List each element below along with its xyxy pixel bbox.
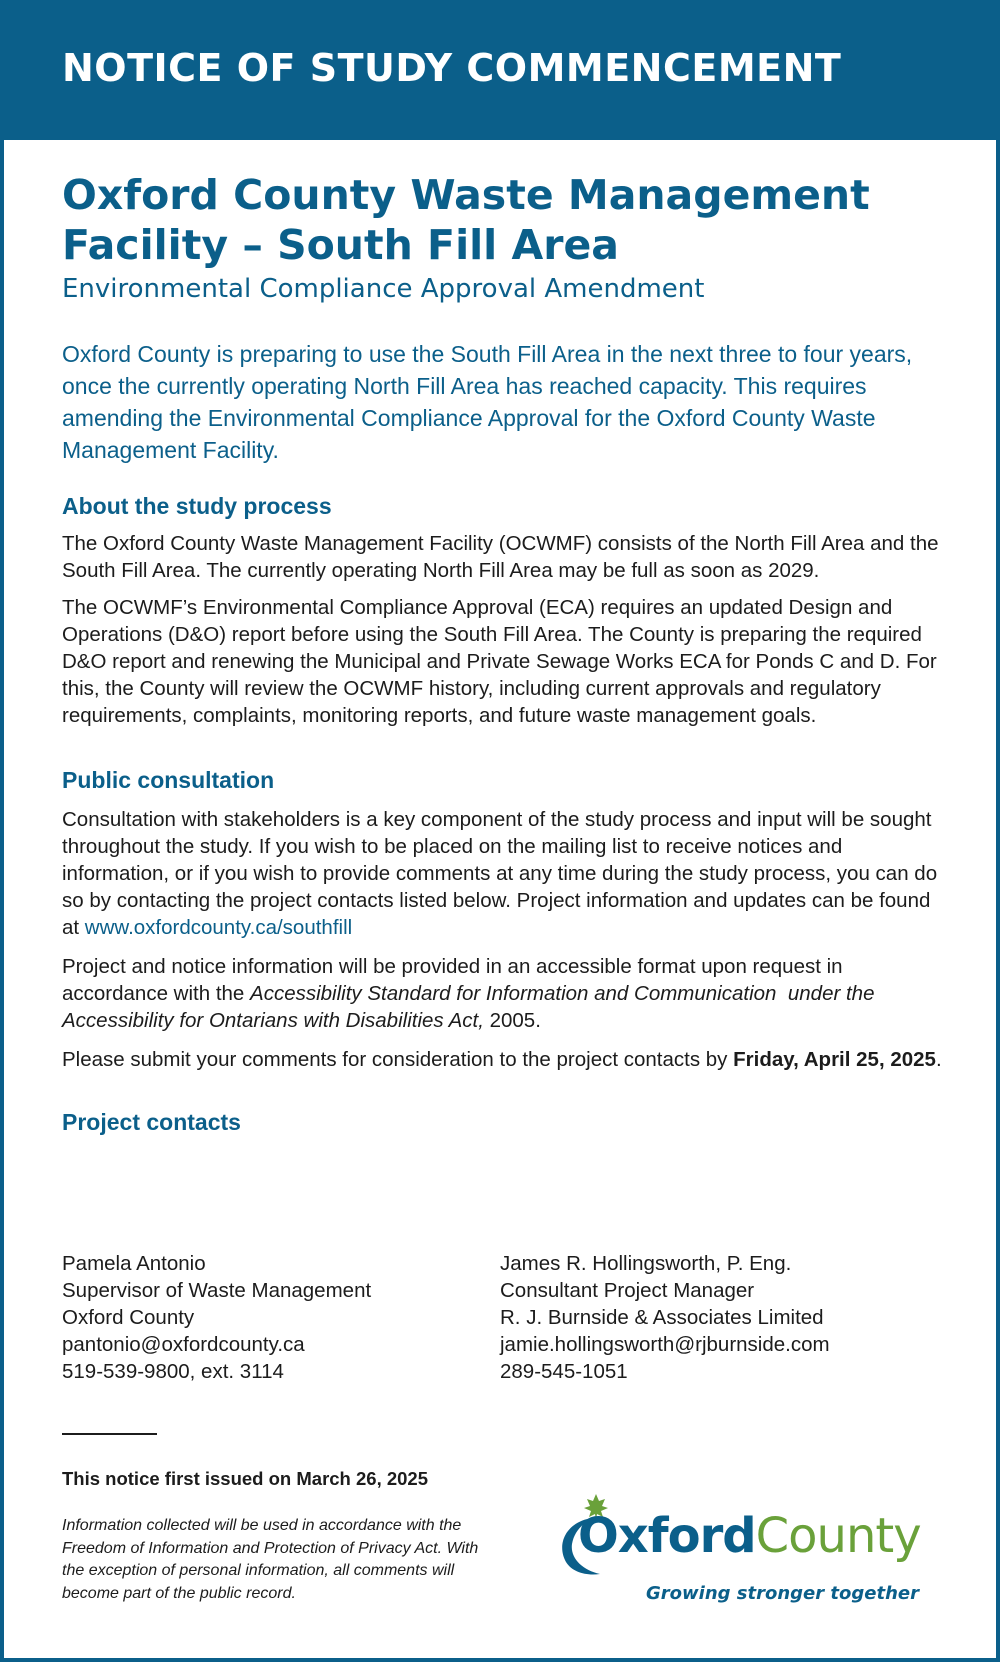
banner-title: NOTICE OF STUDY COMMENCEMENT <box>62 46 842 90</box>
page-title <box>62 170 942 270</box>
page-title-line2: Facility – South Fill Area <box>62 221 619 269</box>
deadline-period: . <box>935 1048 942 1071</box>
intro-paragraph: Oxford County is preparing to use the South Fill Area in the next three to four years, once the currently operating North Fill Area has reached capacity. This requires amending the Environmental Compliance Approval for the Oxford County Waste Management Facility. <box>62 341 913 463</box>
accessibility-paragraph <box>62 953 942 1034</box>
privacy-disclaimer: Information collected will be used in accordance with the Freedom of Information and Protection of Privacy Act. With the exception of personal information, all comments will become part of the public record. <box>62 1517 479 1602</box>
deadline-date: Friday, April 25, 2025 <box>733 1048 936 1071</box>
deadline-text: Please submit your comments for consideration to the project contacts by <box>62 1048 734 1071</box>
about-heading: About the study process <box>62 493 332 519</box>
header-banner <box>0 0 1000 140</box>
contact-organization: R. J. Burnside & Associates Limited <box>500 1306 824 1329</box>
contact-phone: 519-539-9800, ext. 3114 <box>62 1360 284 1383</box>
contact-phone: 289-545-1051 <box>500 1360 628 1383</box>
accessibility-standard-title: Accessibility Standard for Information and Communication <box>250 982 777 1005</box>
main-content <box>62 170 942 1136</box>
issue-date: This notice first issued on March 26, 2025 <box>62 1468 429 1489</box>
contact-card-consultant <box>500 1250 830 1385</box>
contact-name: James R. Hollingsworth, P. Eng. <box>500 1252 792 1275</box>
accessibility-text: Project and notice information will be provided in an accessible format upon request in accordance with the <box>62 955 843 1005</box>
contact-email[interactable]: pantonio@oxfordcounty.ca <box>62 1333 305 1356</box>
deadline-paragraph <box>62 1046 942 1073</box>
about-paragraph-2: The OCWMF’s Environmental Compliance Approval (ECA) requires an updated Design and Operations (D&O) report before using the South Fill Area. The County is preparing the required D&O report and renewing the Municipal and Private Sewage Works ECA for Ponds C and D. For this, the County will review the OCWMF history, including current approvals and regulatory requirements, complaints, monitoring reports, and future waste management goals. <box>62 596 937 727</box>
about-paragraph-1: The Oxford County Waste Management Facility (OCWMF) consists of the North Fill Area and the South Fill Area. The currently operating North Fill Area may be full as soon as 2029. <box>62 532 939 582</box>
contact-name: Pamela Antonio <box>62 1252 206 1275</box>
consultation-paragraph-1 <box>62 806 942 941</box>
contact-card-county <box>62 1250 371 1385</box>
oxford-county-logo <box>552 1488 942 1608</box>
page-subtitle: Environmental Compliance Approval Amendment <box>62 274 705 304</box>
logo-tagline: Growing stronger together <box>646 1583 919 1604</box>
logo-word-oxford: Oxford <box>578 1508 756 1564</box>
logo-wordmark <box>578 1508 921 1564</box>
project-website-link[interactable]: www.oxfordcounty.ca/southfill <box>84 916 353 939</box>
contact-organization: Oxford County <box>62 1306 195 1329</box>
footer-divider <box>62 1433 157 1435</box>
contact-email[interactable]: jamie.hollingsworth@rjburnside.com <box>500 1333 830 1356</box>
page-title-line1: Oxford County Waste Management <box>62 171 870 219</box>
accessibility-spacer <box>776 982 787 1005</box>
contacts-heading: Project contacts <box>62 1109 241 1135</box>
contact-role: Consultant Project Manager <box>500 1279 755 1302</box>
aoda-year: 2005. <box>483 1009 541 1032</box>
contact-role: Supervisor of Waste Management <box>62 1279 372 1302</box>
consultation-heading: Public consultation <box>62 767 275 793</box>
logo-word-county: County <box>755 1508 921 1564</box>
aoda-act-title: under the Accessibility for Ontarians with Disabilities Act, <box>62 982 875 1032</box>
consultation-text: Consultation with stakeholders is a key component of the study process and input will be sought throughout the study. If you wish to be placed on the mailing list to receive notices and information, or if you wish to provide comments at any time during the study process, you can do so by contacting the project contacts listed below. Project information and updates can be found at <box>62 808 938 939</box>
